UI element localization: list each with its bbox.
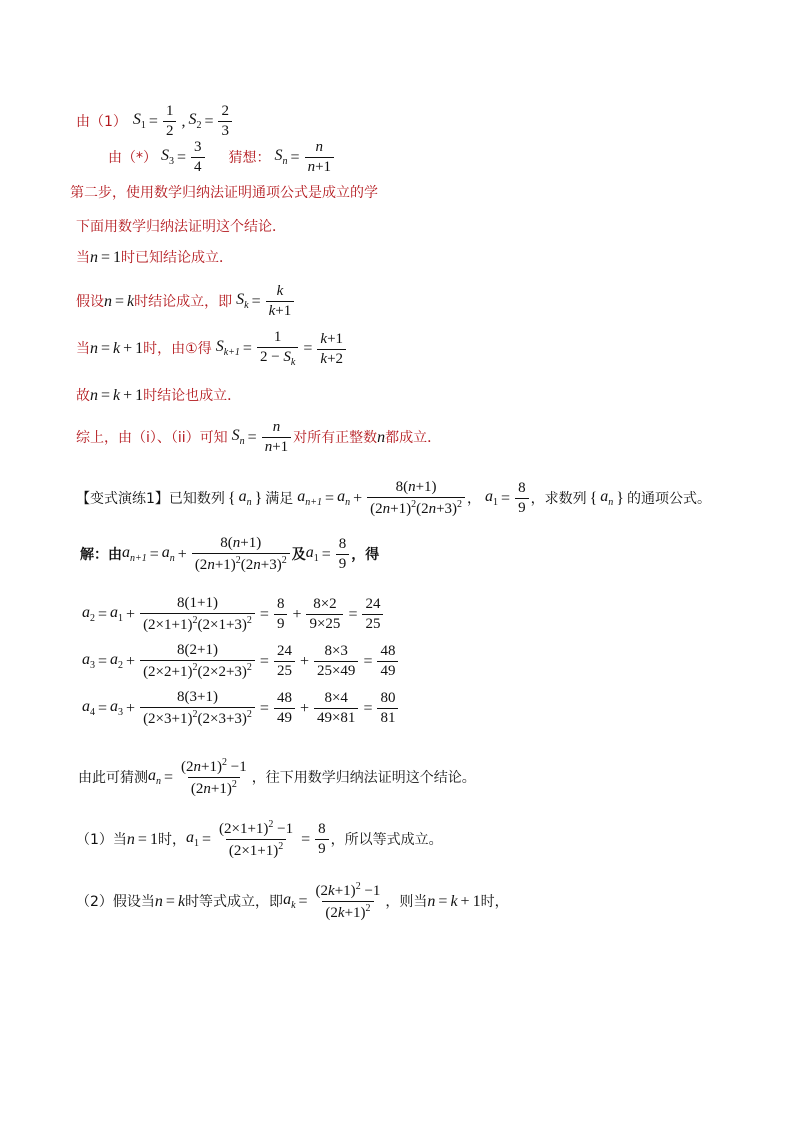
math: = [177,148,187,166]
fraction: $\frac{2}{3}$ [218,104,232,139]
fraction: $\frac{8(n+1)}{(2n+1)^2(2n+3)^2}$ [367,480,465,517]
inductive-step-line [76,330,348,368]
fraction: $\frac{8(1+1)}{(2\times 1+1)^2(2\times 1+3)^2}$ [140,596,255,633]
math: k [127,292,135,310]
math: = [101,340,111,357]
math: = [115,292,125,310]
math: + [299,699,309,717]
math: + [292,605,302,623]
conclusion-line [76,388,241,404]
fraction: $\frac{8}{9}$ [515,481,529,516]
text: 解：由 [80,546,122,563]
math: $a_1$ [485,487,499,509]
text: （2）假设当 [76,893,155,910]
fraction: $\frac{8}{9}$ [336,537,350,572]
math: $S_3$ [161,146,174,168]
fraction: $\frac{k+1}{k+2}$ [317,332,346,367]
math: 1 [135,387,144,404]
math: $a_{n+1}$ [122,543,147,565]
math: = [101,387,111,404]
text: ，求数列 [530,490,587,507]
math: $a_n$ [337,487,351,509]
math: , [181,112,186,130]
math: n [427,892,436,910]
math: k [450,892,458,910]
math: $a_1$ [110,603,124,625]
math: 1 [149,830,158,848]
math: n [126,830,135,848]
math: = [301,830,311,848]
math: 1 [113,249,122,266]
math: = [242,340,252,357]
text: 都成立． [385,429,442,446]
fraction: $\frac{24}{25}$ [362,597,383,632]
math: + [299,652,309,670]
step-two-hypothesis-line [76,882,509,921]
fraction: $\frac{8}{9}$ [274,597,288,632]
math: = [98,652,108,670]
text: 【变式演练1】已知数列 [76,490,225,507]
fraction: $\frac{8(2+1)}{(2\times 2+1)^2(2\times 2+3)^2}$ [140,643,255,680]
math: 1 [135,340,144,357]
math: = [137,830,147,848]
math: = [348,605,358,623]
math: = [251,292,261,310]
guess-formula-line [78,758,476,797]
text: 综上，由（i）、（ii）可知 [76,429,228,446]
math: n [90,340,98,357]
math: = [98,605,108,623]
fraction: $\frac{(2n+1)^2 -1}{(2n+1)^2}$ [181,757,247,797]
text: 由此可猜测 [78,769,148,786]
math: n [104,292,112,310]
math: = [363,699,373,717]
math: } [616,489,624,507]
math: $a_n$ [238,487,252,509]
text: 假设 [76,293,104,310]
math: $S_2$ [188,110,202,132]
math: k [113,387,121,404]
fraction: $\frac{8\times 3}{25\times 49}$ [314,644,358,679]
math: = [259,605,269,623]
math: + [123,387,133,404]
summary-line [76,420,441,455]
math: = [303,340,313,357]
fraction: $\frac{3}{4}$ [191,140,205,175]
text: 时结论成立，即 [134,293,233,310]
exercise-statement [76,480,711,517]
math: $a_k$ [283,890,296,912]
math: + [126,652,136,670]
text: 时等式成立，即 [185,893,284,910]
text: 对所有正整数 [293,429,378,446]
text: 猜想： [228,149,271,166]
math: 1 [472,892,481,910]
math: = [165,892,175,910]
math: = [325,489,335,507]
math: $S_k$ [236,290,249,312]
math: $a_2$ [110,650,124,672]
fraction: $\frac{1}{2 - S_k}$ [257,330,298,368]
fraction: $\frac{n}{n+1}$ [305,140,334,175]
math: + [353,489,363,507]
math: { [589,489,598,507]
math: = [204,112,214,130]
text: 由（1） [76,113,127,130]
text: 满足 [265,490,294,507]
fraction: $\frac{8\times 4}{49\times 81}$ [314,691,358,726]
math: $a_3$ [82,650,95,672]
text: 当 [76,250,90,266]
math: + [126,605,136,623]
math: = [259,699,269,717]
text: 的通项公式。 [626,490,711,507]
step-two-line: 第二步，使用数学归纳法证明通项公式是成立的学 [70,185,378,201]
math: $S_{k+1}$ [215,338,240,359]
math: $a_1$ [305,543,319,565]
math: = [259,652,269,670]
proof-intro-line: 下面用数学归纳法证明这个结论． [76,219,286,235]
step-one-line [76,820,443,859]
math: = [149,545,159,563]
math: $S_n$ [231,426,245,448]
solution-start [80,536,379,573]
math: = [290,148,300,166]
math: = [247,428,257,446]
math: + [460,892,470,910]
math: $a_3$ [110,697,124,719]
math: = [363,652,373,670]
text: ，则当 [385,893,428,910]
math: n [90,249,98,266]
fraction: $\frac{80}{81}$ [377,691,398,726]
fraction: $\frac{8(n+1)}{(2n+1)^2(2n+3)^2}$ [192,536,290,573]
fraction: $\frac{8\times 2}{9\times 25}$ [306,597,343,632]
equation-a3 [82,643,400,680]
text: 由（*） [108,149,157,166]
fraction: $\frac{1}{2}$ [163,104,177,139]
math: + [126,699,136,717]
initial-values-line [76,104,234,139]
math: $a_n$ [148,766,161,788]
math: = [501,489,511,507]
math: $S_n$ [274,146,288,168]
fraction: $\frac{8(3+1)}{(2\times 3+1)^2(2\times 3+3)^2}$ [140,690,255,727]
math: + [123,340,133,357]
fraction: $\frac{8}{9}$ [315,822,329,857]
math: $a_{n+1}$ [297,487,323,509]
math: = [321,545,331,563]
math: $a_4$ [82,697,95,719]
math: $S_1$ [132,110,146,132]
math: = [148,112,158,130]
text: 及 [291,546,306,563]
fraction: $\frac{n}{n+1}$ [262,420,291,455]
fraction: $\frac{k}{k+1}$ [266,284,295,319]
equation-a4 [82,690,400,727]
math: = [438,892,448,910]
equation-a2 [82,596,385,633]
text: 时，由①得 [143,341,212,357]
text: ，得 [351,546,380,563]
math: k [113,340,121,357]
math: } [254,489,263,507]
text: ， [467,490,482,507]
base-case-line [76,250,233,266]
math: n [90,387,98,404]
math: $a_1$ [185,828,199,850]
math: = [201,830,211,848]
text: 时， [480,893,509,910]
text: （1）当 [76,831,127,848]
fraction: $\frac{24}{25}$ [274,644,295,679]
text: 故 [76,388,90,404]
math: = [298,892,308,910]
fraction: $\frac{48}{49}$ [274,691,295,726]
math: n [154,892,163,910]
math: k [177,892,186,910]
math: $a_n$ [161,543,175,565]
text: ，所以等式成立。 [330,831,443,848]
math: = [164,768,174,786]
math: $a_2$ [82,603,95,625]
math: = [101,249,111,266]
text: ，往下用数学归纳法证明这个结论。 [251,769,476,786]
guess-line [108,140,336,175]
hypothesis-line [76,284,296,319]
math: = [98,699,108,717]
text: 当 [76,341,90,357]
math: n [377,428,386,446]
math: { [227,489,236,507]
fraction: $\frac{(2\times 1+1)^2 -1}{(2\times 1+1)^2}$ [218,819,294,859]
text: 时， [157,831,186,848]
fraction: $\frac{48}{49}$ [377,644,398,679]
fraction: $\frac{(2k+1)^2 -1}{(2k+1)^2}$ [315,881,381,921]
text: 时结论也成立． [143,388,242,404]
math: + [177,545,187,563]
text: 时已知结论成立． [121,250,234,266]
math: $a_n$ [600,487,614,509]
